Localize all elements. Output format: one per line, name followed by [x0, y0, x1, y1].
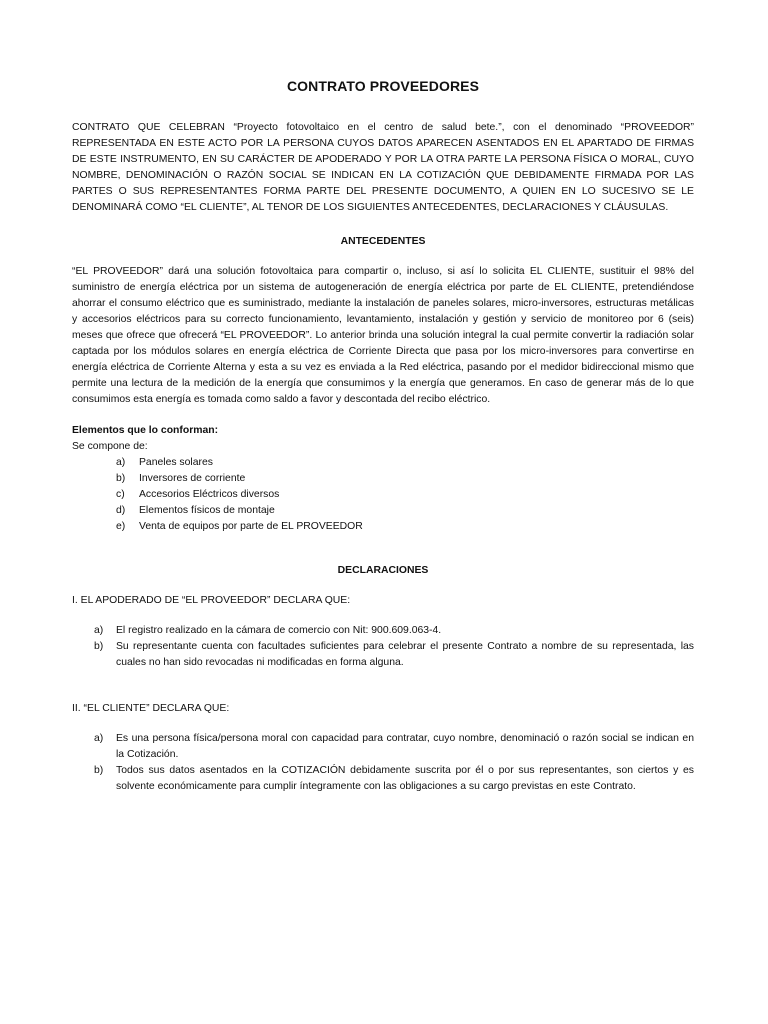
list-item-text: Accesorios Eléctricos diversos [139, 489, 280, 500]
antecedentes-heading: ANTECEDENTES [340, 236, 426, 247]
declaraciones-heading: DECLARACIONES [337, 565, 429, 576]
list-marker: a) [116, 457, 126, 468]
list-item-text: Venta de equipos por parte de EL PROVEEDOR [139, 521, 363, 532]
list-item-text: Todos sus datos asentados en la COTIZACIÓN debidamente suscrita por él o por sus representantes, son ciertos y es solvente económicamente para cumplir íntegramente con las obligaciones a su cargo previstas en este Contrato. [116, 765, 694, 792]
list-item [116, 487, 694, 503]
list-item [94, 731, 694, 763]
list-item [116, 471, 694, 487]
list-item [116, 503, 694, 519]
document-page [72, 78, 694, 825]
list-item [116, 455, 694, 471]
cliente-declaraciones-list [72, 731, 694, 795]
document-title: CONTRATO PROVEEDORES [286, 78, 480, 94]
list-marker: d) [116, 505, 126, 516]
list-marker: a) [94, 733, 104, 744]
list-marker: e) [116, 521, 126, 532]
list-marker: c) [116, 489, 125, 500]
list-item-text: Su representante cuenta con facultades suficientes para celebrar el presente Contrato a nombre de su representada, las cuales no han sido revocadas ni modificadas en forma alguna. [116, 641, 694, 668]
contract-intro: CONTRATO QUE CELEBRAN “Proyecto fotovoltaico en el centro de salud bete.”, con el denominado “PROVEEDOR” REPRESENTADA EN ESTE ACTO POR LA PERSONA CUYOS DATOS APARECEN ASENTADOS EN EL APARTADO DE FIRMAS DE ESTE INSTRUMENTO, EN SU CARÁCTER DE APODERADO Y POR LA OTRA PARTE LA PERSONA FÍSICA O MORAL, CUYO NOMBRE, DENOMINACIÓN O RAZÓN SOCIAL SE INDICAN EN LA COTIZACIÓN QUE DEBIDAMENTE FIRMADA POR LAS PARTES O SUS REPRESENTANTES FORMA PARTE DEL PRESENTE DOCUMENTO, A QUIEN EN LO SUCESIVO SE LE DENOMINARÁ COMO “EL CLIENTE”, AL TENOR DE LOS SIGUIENTES ANTECEDENTES, DECLARACIONES Y CLÁUSULAS. [72, 122, 694, 213]
proveedor-declaraciones-list [72, 623, 694, 671]
list-item [94, 639, 694, 671]
list-marker: b) [94, 641, 104, 652]
cliente-declara-heading: II. “EL CLIENTE” DECLARA QUE: [72, 703, 230, 714]
list-item [116, 519, 694, 535]
list-item [94, 763, 694, 795]
elements-list [72, 455, 694, 535]
elements-heading: Elementos que lo conforman: [72, 425, 219, 436]
list-item-text: Inversores de corriente [139, 473, 246, 484]
list-item-text: El registro realizado en la cámara de comercio con Nit: 900.609.063-4. [116, 625, 442, 636]
antecedentes-body: “EL PROVEEDOR” dará una solución fotovoltaica para compartir o, incluso, si así lo solicita EL CLIENTE, sustituir el 98% del suministro de energía eléctrica por un sistema de autogeneración de energía eléctrica por parte de EL CLIENTE, pretendiéndose ahorrar el consumo eléctrico que es suministrado, mediante la instalación de paneles solares, micro-inversores, estructuras metálicas y accesorios eléctricos para su correcto funcionamiento, levantamiento, instalación y gestión y servicio de monitoreo por 6 (seis) meses que ofrece que ofrecerá “EL PROVEEDOR”. Lo anterior brinda una solución integral la cual permite convertir la radiación solar captada por los módulos solares en energía eléctrica de Corriente Directa que pasa por los micro-inversores para convertirse en energía eléctrica de Corriente Alterna y esta a su vez es enviada a la Red eléctrica, pasando por el medidor bidireccional mismo que permite una lectura de la medición de la energía que consumimos y la energía que generamos. En caso de generar más de lo que consumimos esta energía es tomada como saldo a favor y descontada del recibo eléctrico. [72, 266, 694, 405]
proveedor-declara-heading: I. EL APODERADO DE “EL PROVEEDOR” DECLARA QUE: [72, 595, 351, 606]
elements-intro: Se compone de: [72, 441, 148, 452]
list-marker: b) [94, 765, 104, 776]
list-item [94, 623, 694, 639]
list-item-text: Paneles solares [139, 457, 213, 468]
list-item-text: Elementos físicos de montaje [139, 505, 275, 516]
list-item-text: Es una persona física/persona moral con capacidad para contratar, cuyo nombre, denominació o razón social se indican en la Cotización. [116, 733, 694, 760]
list-marker: a) [94, 625, 104, 636]
list-marker: b) [116, 473, 126, 484]
